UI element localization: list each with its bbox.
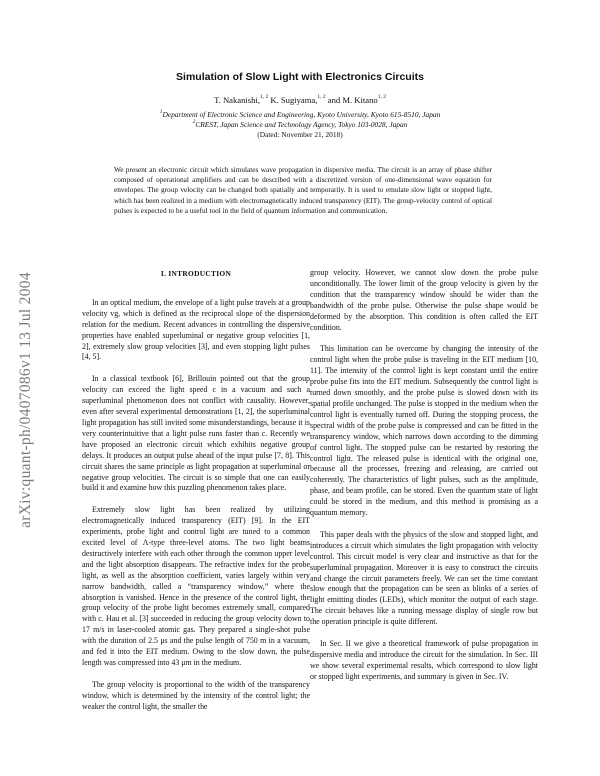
author-list: [0, 95, 600, 105]
arxiv-identifier-stamp: [14, 240, 38, 560]
author-affil-mark: 1, 2: [317, 94, 326, 100]
body-paragraph: In Sec. II we give a theoretical framework of pulse propagation in dispersive media and introduce the circuit for the simulation. In Sec. III we show several experimental results, which correspond to slow light or stopped light experiments, and summary is given in Sec. IV.: [310, 639, 538, 681]
body-paragraph: This limitation can be overcome by changing the intensity of the control light when the probe pulse is traveling in the EIT medium [10, 11]. The intensity of the control light is kept constant until the entire probe pulse fits into the EIT medium. Subsequently the control light is turned down smoothly, and the probe pulse is slowed down with its spatial profile unchanged. The pulse is stopped in the medium when the control light is eventually turned off. During the stopping process, the spectral width of the probe pulse is compressed and can be fitted in the transparency window, which narrows down according to the dimming of control light. The stopped pulse can be restarted by restoring the control light. The released pulse is identical with the original one, because all the processes, freezing and releasing, are carried out coherently. The characteristics of light pulses, such as the amplitude, phase, and beam profile, can be stored. Even the quantum state of light could be stored in the medium, and this method is promising as a quantum memory.: [310, 344, 538, 518]
affiliation-1: [0, 110, 600, 119]
affiliation-mark: 2: [192, 119, 196, 125]
body-paragraph: This paper deals with the physics of the slow and stopped light, and introduces a circuit which simulates the light propagation with velocity control. This circuit model is very clear and instructive as that for the superluminal propagation. Moreover it is easy to construct the circuits and change the circuit parameters freely. We can set the time constant slow enough that the propagation can be seen as blinks of a series of light emitting diodes (LEDs), which monitor the output of each stage. The circuit behaves like a running message display of single row but the operation principle is quite different.: [310, 529, 538, 627]
body-paragraph: group velocity. However, we cannot slow down the probe pulse unconditionally. The lower limit of the group velocity is given by the condition that the transparency window should be wider than the bandwidth of the probe pulse. Otherwise the pulse shape would be deformed by the absorption. This condition is often called the EIT condition.: [310, 268, 538, 332]
affiliation-2: [0, 120, 600, 129]
body-paragraph: In an optical medium, the envelope of a light pulse travels at a group velocity vg, which is defined as the reciprocal slope of the dispersion relation for the medium. Recent advances in controlling the dispersive properties have enabled superluminal or negative group velocities [1, 2], extremely slow group velocities [3], and even stopping light pulses [4, 5].: [82, 297, 310, 362]
author-name: and M. Kitano: [325, 95, 378, 105]
section-heading: I. INTRODUCTION: [160, 269, 232, 278]
body-paragraph: The group velocity is proportional to the width of the transparency window, which is determined by the intensity of the control light; the weaker the control light, the smaller the: [82, 679, 310, 711]
author-name: K. Sugiyama,: [268, 95, 318, 105]
right-column: [310, 268, 538, 683]
affiliation-mark: 1: [159, 109, 163, 115]
affiliation-text: Department of Electronic Science and Engineering, Kyoto University, Kyoto 615-8510, Japan: [162, 110, 441, 119]
left-column: [82, 269, 310, 713]
abstract: We present an electronic circuit which simulates wave propagation in dispersive media. The circuit is an array of phase shifter composed of operational amplifiers and can be described with a discretized version of one-dimensional wave equation for envelopes. The group velocity can be changed both spatially and temporarily. It is used to emulate slow light or stopped light, which has been realized in a medium with electromagnetically induced transparency (EIT). The group-velocity control of optical pulses is expected to be a useful tool in the field of quantum information and communication.: [114, 165, 492, 215]
body-paragraph: Extremely slow light has been realized by utilizing electromagnetically induced transparency (EIT) [9]. In the EIT experiments, probe light and control light are tuned to a common excited level of Λ-type three-level atoms. The two light beams destructively interfere with each other through the common upper level and the light absorption disappears. The refractive index for the probe light, as well as the absorption coefficient, varies largely within very narrow bandwidth, called a “transparency window,” where the absorption is vanished. Hence in the presence of the control light, the group velocity of the probe light becomes extremely small, compared with c. Hau et al. [3] succeeded in reducing the group velocity down to 17 m/s in laser-cooled atomic gas. They prepared a single-shot pulse with the duration of 2.5 μs and the pulse length of 750 m in a vacuum, and fed it into the EIT medium. Owing to the slow down, the pulse length was compressed into 43 μm in the medium.: [82, 505, 310, 667]
arxiv-id-text: arXiv:quant-ph/0407086v1 13 Jul 2004: [17, 272, 34, 528]
author-affil-mark: 1, 2: [259, 94, 269, 100]
paper-title: Simulation of Slow Light with Electronics Circuits: [176, 71, 424, 83]
author-affil-mark: 1, 2: [377, 94, 386, 100]
affiliation-text: CREST, Japan Science and Technology Agency, Tokyo 103-0028, Japan: [195, 120, 408, 129]
body-paragraph: In a classical textbook [6], Brillouin pointed out that the group velocity can exceed the light speed c in a vacuum and such a superluminal phenomenon does not conflict with causality. However, even after several experimental demonstrations [1, 2], the superluminal light propagation has still invited some misunderstandings, because it is very counterintuitive that a light pulse runs faster than c. Recently we have proposed an electronic circuit which exhibits negative group delays. It produces an output pulse ahead of the input pulse [7, 8]. This circuit shares the same principle as light propagation at superluminal or negative group velocities. The circuit is so simple that one can easily build it and examine how this puzzling phenomenon takes place.: [82, 374, 310, 493]
dated-line: (Dated: November 21, 2018): [257, 130, 343, 139]
author-name: T. Nakanishi,: [214, 95, 260, 105]
